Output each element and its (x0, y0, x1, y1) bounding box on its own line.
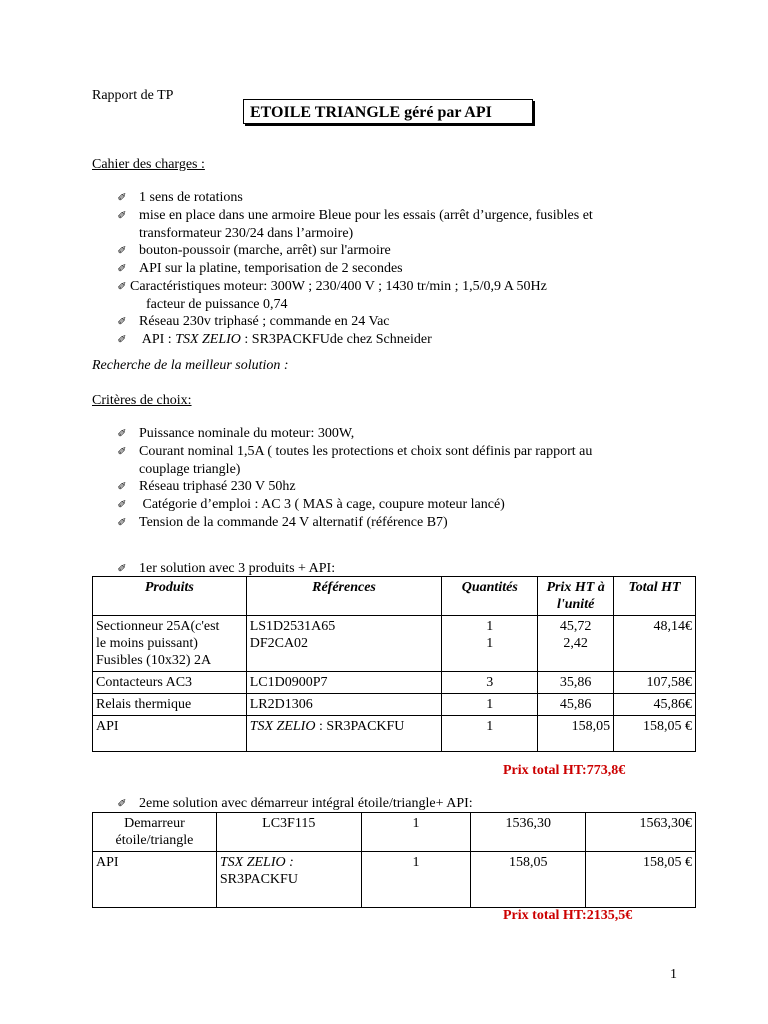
bullet-icon: ✐ (117, 316, 127, 328)
bullet-icon: ✐ (117, 245, 127, 257)
solution2-total: Prix total HT:2135,5€ (503, 908, 633, 923)
table-row (93, 694, 696, 716)
cell-quantity: 3 (442, 672, 538, 694)
recherche-heading: Recherche de la meilleur solution : (92, 358, 289, 373)
list-item: ✐ Catégorie d’emploi : AC 3 ( MAS à cage, coupure moteur lancé) (115, 496, 592, 514)
solution1-total: Prix total HT:773,8€ (503, 763, 626, 778)
list-item: ✐ API : TSX ZELIO : SR3PACKFUde chez Schneider (115, 331, 593, 349)
table-header-row (93, 577, 696, 616)
cell-product: Sectionneur 25A(c'est le moins puissant) Fusibles (10x32) 2A (93, 616, 247, 672)
cell-reference: LR2D1306 (246, 694, 442, 716)
list-item: ✐ mise en place dans une armoire Bleue pour les essais (arrêt d’urgence, fusibles et (115, 207, 593, 225)
table-row (93, 716, 696, 752)
report-header: Rapport de TP (92, 88, 174, 103)
cell-price: 1536,30 (471, 813, 586, 852)
list-item: ✐ Courant nominal 1,5A ( toutes les protections et choix sont définis par rapport au (115, 443, 592, 461)
table-row (93, 813, 696, 852)
col-header-produits: Produits (93, 577, 247, 616)
criteres-heading: Critères de choix: (92, 393, 192, 408)
bullet-icon: ✐ (117, 481, 127, 493)
cell-product: API (93, 716, 247, 752)
solution1-label: ✐ 1er solution avec 3 produits + API: (115, 560, 335, 578)
cell-reference: TSX ZELIO : SR3PACKFU (216, 852, 361, 908)
bullet-icon: ✐ (117, 798, 127, 810)
cell-reference: LC3F115 (216, 813, 361, 852)
page-number: 1 (670, 967, 677, 982)
cell-price: 158,05 (538, 716, 614, 752)
bullet-icon: ✐ (117, 499, 127, 511)
bullet-icon: ✐ (117, 428, 127, 440)
cell-total: 48,14€ (614, 616, 696, 672)
bullet-icon: ✐ (117, 192, 127, 204)
cell-reference: LS1D2531A65 DF2CA02 (246, 616, 442, 672)
cell-quantity: 1 (442, 694, 538, 716)
table-row (93, 672, 696, 694)
cell-quantity: 1 (361, 852, 471, 908)
list-item: ✐ 1 sens de rotations (115, 189, 593, 207)
cell-total: 158,05 € (614, 716, 696, 752)
solution1-table (92, 576, 696, 752)
bullet-icon: ✐ (117, 263, 127, 275)
cell-product: API (93, 852, 217, 908)
cell-total: 158,05 € (586, 852, 696, 908)
cell-total: 107,58€ (614, 672, 696, 694)
cell-quantity: 1 (442, 716, 538, 752)
col-header-prix: Prix HT à l'unité (538, 577, 614, 616)
list-item: ✐ Puissance nominale du moteur: 300W, (115, 425, 592, 443)
col-header-quantites: Quantités (442, 577, 538, 616)
list-item: ✐ Réseau 230v triphasé ; commande en 24 Vac (115, 313, 593, 331)
list-item-continuation: couplage triangle) (139, 462, 241, 477)
bullet-icon: ✐ (117, 210, 127, 222)
list-item: ✐ Tension de la commande 24 V alternatif (référence B7) (115, 514, 592, 532)
list-item-continuation: transformateur 230/24 dans l’armoire) (139, 226, 354, 241)
cell-price: 45,86 (538, 694, 614, 716)
cell-price: 158,05 (471, 852, 586, 908)
cahier-heading: Cahier des charges : (92, 157, 205, 172)
table-row (93, 616, 696, 672)
criteres-list (115, 425, 592, 532)
cell-product: Contacteurs AC3 (93, 672, 247, 694)
cahier-list (115, 189, 593, 349)
table-row (93, 852, 696, 908)
cell-total: 45,86€ (614, 694, 696, 716)
cell-price: 45,72 2,42 (538, 616, 614, 672)
bullet-icon: ✐ (117, 281, 127, 293)
cell-product: Demarreur étoile/triangle (93, 813, 217, 852)
cell-price: 35,86 (538, 672, 614, 694)
cell-total: 1563,30€ (586, 813, 696, 852)
list-item: ✐ bouton-poussoir (marche, arrêt) sur l'armoire (115, 242, 593, 260)
cell-reference: TSX ZELIO : SR3PACKFU (246, 716, 442, 752)
col-header-total: Total HT (614, 577, 696, 616)
cell-quantity: 1 (361, 813, 471, 852)
bullet-icon: ✐ (117, 563, 127, 575)
list-item: ✐ API sur la platine, temporisation de 2 secondes (115, 260, 593, 278)
page-title: ETOILE TRIANGLE géré par API (243, 99, 533, 124)
bullet-icon: ✐ (117, 334, 127, 346)
list-item: ✐ Réseau triphasé 230 V 50hz (115, 478, 592, 496)
solution2-label: ✐ 2eme solution avec démarreur intégral étoile/triangle+ API: (115, 795, 473, 813)
list-item-continuation: facteur de puissance 0,74 (146, 297, 288, 312)
cell-reference: LC1D0900P7 (246, 672, 442, 694)
solution2-table (92, 812, 696, 908)
cell-product: Relais thermique (93, 694, 247, 716)
bullet-icon: ✐ (117, 446, 127, 458)
bullet-icon: ✐ (117, 517, 127, 529)
list-item: ✐ Caractéristiques moteur: 300W ; 230/400 V ; 1430 tr/min ; 1,5/0,9 A 50Hz (115, 278, 593, 296)
cell-quantity: 1 1 (442, 616, 538, 672)
col-header-references: Références (246, 577, 442, 616)
